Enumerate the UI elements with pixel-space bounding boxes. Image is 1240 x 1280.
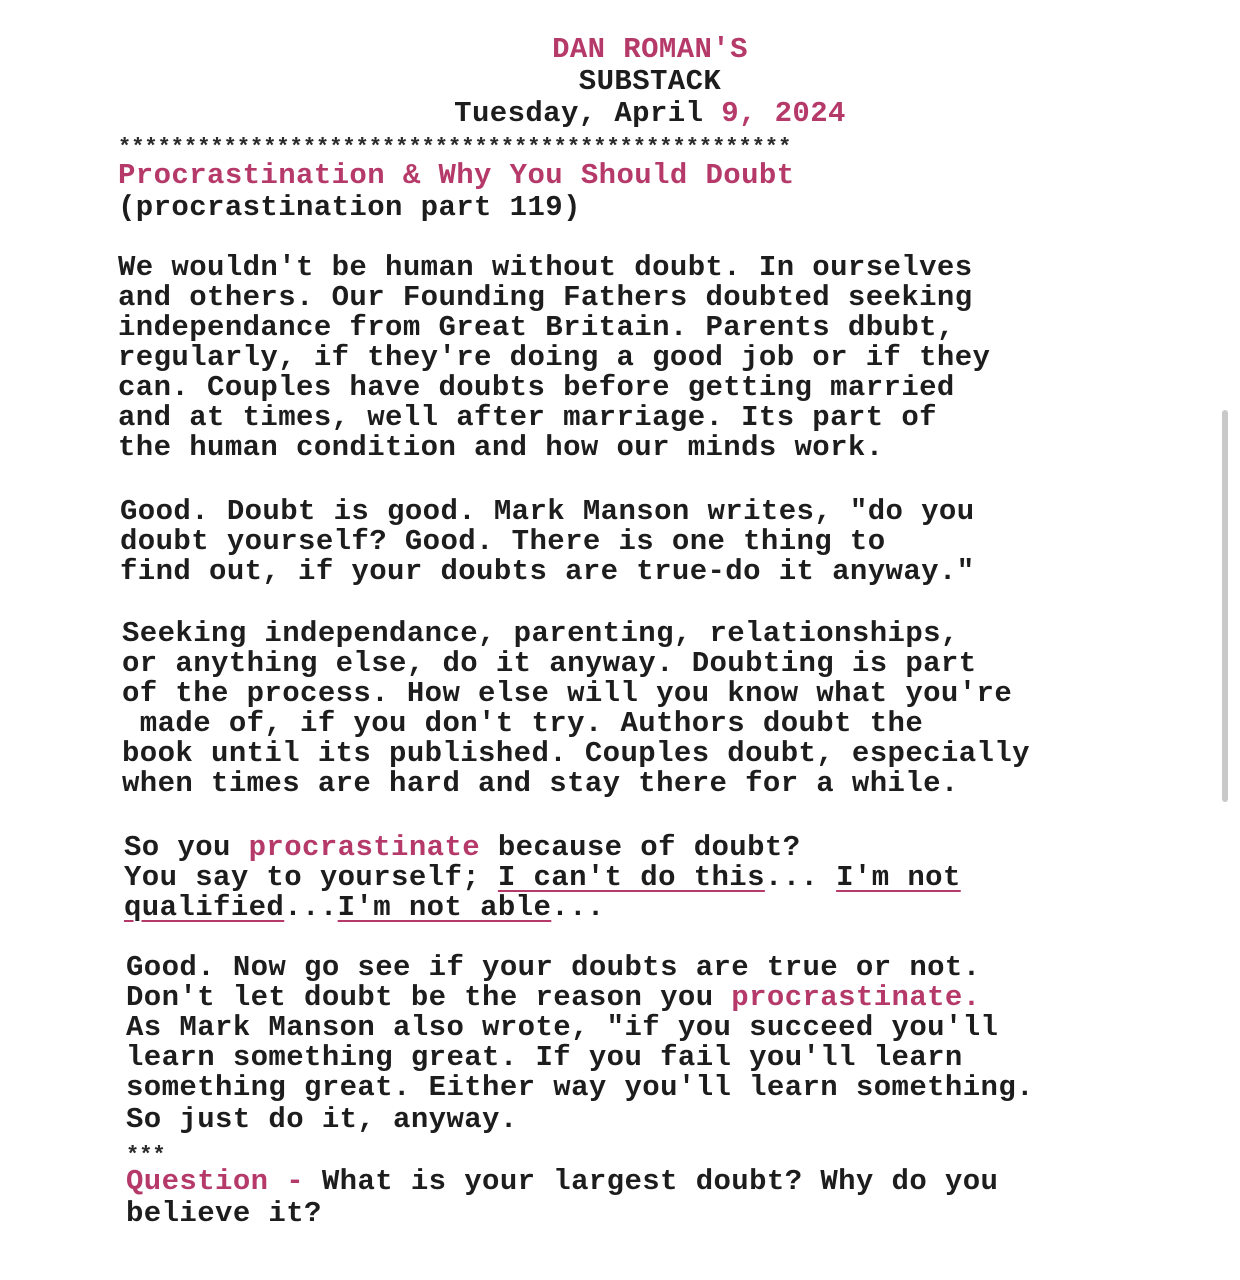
- paragraph-line: Seeking independance, parenting, relationships,: [122, 617, 959, 650]
- paragraph-line: the human condition and how our minds work.: [118, 431, 884, 464]
- procrastinate-highlight: procrastinate: [248, 831, 481, 864]
- paragraph-line: when times are hard and stay there for a while.: [122, 767, 959, 800]
- paragraph-line: or anything else, do it anyway. Doubting is part: [122, 647, 977, 680]
- paragraph-line: find out, if your doubts are true-do it anyway.": [120, 555, 975, 588]
- paragraph-line: Good. Now go see if your doubts are true or not.: [126, 951, 981, 984]
- underlined-phrase: I'm not able: [337, 891, 552, 924]
- vertical-scrollbar[interactable]: [1222, 410, 1228, 802]
- paragraph-line: We wouldn't be human without doubt. In ourselves: [118, 251, 973, 284]
- paragraph-line: So just do it, anyway.: [126, 1103, 518, 1136]
- paragraph-line: and others. Our Founding Fathers doubted seeking: [118, 281, 973, 314]
- paragraph-line: something great. Either way you'll learn something.: [126, 1071, 1034, 1104]
- paragraph-line: Don't let doubt be the reason you procrastinate.: [126, 981, 981, 1014]
- paragraph-line: can. Couples have doubts before getting married: [118, 371, 955, 404]
- paragraph-line: As Mark Manson also wrote, "if you succeed you'll: [126, 1011, 999, 1044]
- paragraph-line: made of, if you don't try. Authors doubt the: [122, 707, 924, 740]
- post-title: Procrastination & Why You Should Doubt: [118, 159, 795, 192]
- post-date: Tuesday, April 9, 2024: [454, 97, 846, 130]
- author-name: DAN ROMAN'S: [552, 33, 748, 66]
- paragraph-line: learn something great. If you fail you'll learn: [126, 1041, 963, 1074]
- paragraph-line: of the process. How else will you know what you're: [122, 677, 1013, 710]
- underlined-phrase: I can't do this: [497, 861, 765, 894]
- publication-name: SUBSTACK: [578, 65, 722, 98]
- paragraph-line: and at times, well after marriage. Its part of: [118, 401, 937, 434]
- paragraph-line: independance from Great Britain. Parents dbubt,: [118, 311, 955, 344]
- section-separator: ***: [126, 1143, 166, 1168]
- paragraph-line: So you procrastinate because of doubt?: [124, 831, 801, 864]
- paragraph-line: book until its published. Couples doubt, especially: [122, 737, 1030, 770]
- underlined-phrase: qualified: [124, 891, 285, 924]
- question-line: believe it?: [126, 1197, 322, 1230]
- paragraph-line: Good. Doubt is good. Mark Manson writes, "do you: [120, 495, 975, 528]
- paragraph-line: You say to yourself; I can't do this... I'm not: [124, 861, 961, 894]
- paragraph-line: doubt yourself? Good. There is one thing to: [120, 525, 886, 558]
- paragraph-line: qualified...I'm not able...: [124, 891, 605, 924]
- question-line: Question - What is your largest doubt? Why do you: [126, 1165, 999, 1198]
- underlined-phrase: I'm not: [836, 861, 961, 894]
- post-subtitle: (procrastination part 119): [118, 191, 581, 224]
- question-label: Question -: [126, 1165, 305, 1198]
- star-divider: ***************************************************: [118, 135, 792, 160]
- procrastinate-highlight: procrastinate.: [731, 981, 981, 1014]
- paragraph-line: regularly, if they're doing a good job or if they: [118, 341, 991, 374]
